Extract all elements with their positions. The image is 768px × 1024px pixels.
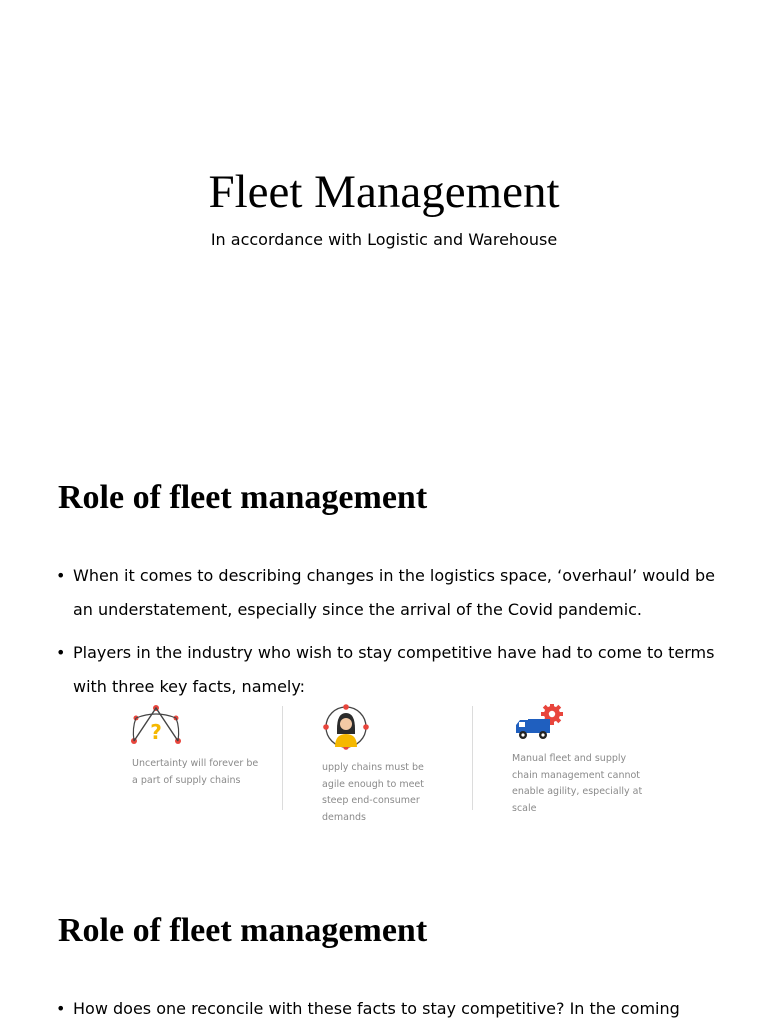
key-facts-row [120, 704, 660, 823]
truck-gear-icon [514, 704, 564, 742]
svg-text:?: ? [150, 720, 162, 744]
bullet-item: • Players in the industry who wish to stay competitive have had to come to terms with three key facts, namely: [56, 636, 716, 704]
bullet-item: • How does one reconcile with these facts to stay competitive? In the coming [56, 992, 716, 1024]
presentation-subtitle: In accordance with Logistic and Warehouse [210, 230, 558, 249]
fact-uncertainty [128, 704, 278, 812]
fact-manual-management [508, 704, 658, 812]
fact-divider [282, 706, 283, 810]
slide-heading: Role of fleet management [58, 479, 428, 516]
bullet-list [56, 992, 716, 1024]
bullet-list [56, 559, 716, 713]
fact-text: Manual fleet and supply chain management cannot enable agility, especially at scale [512, 753, 643, 814]
consumer-person-icon [320, 704, 372, 750]
presentation-title: Fleet Management [208, 166, 560, 218]
slide-heading: Role of fleet management [58, 912, 428, 949]
fact-agility [318, 704, 468, 823]
bullet-item: • When it comes to describing changes in the logistics space, ‘overhaul’ would be an understatement, especially since the arrival of the Covid pandemic. [56, 559, 716, 627]
uncertainty-network-icon [130, 704, 182, 746]
fact-text: upply chains must be agile enough to meet steep end-consumer demands [322, 762, 424, 823]
title-slide [0, 0, 768, 434]
role-slide-1 [0, 434, 768, 868]
fact-text: Uncertainty will forever be a part of supply chains [132, 758, 259, 786]
fact-divider [472, 706, 473, 810]
role-slide-2 [0, 868, 768, 1024]
